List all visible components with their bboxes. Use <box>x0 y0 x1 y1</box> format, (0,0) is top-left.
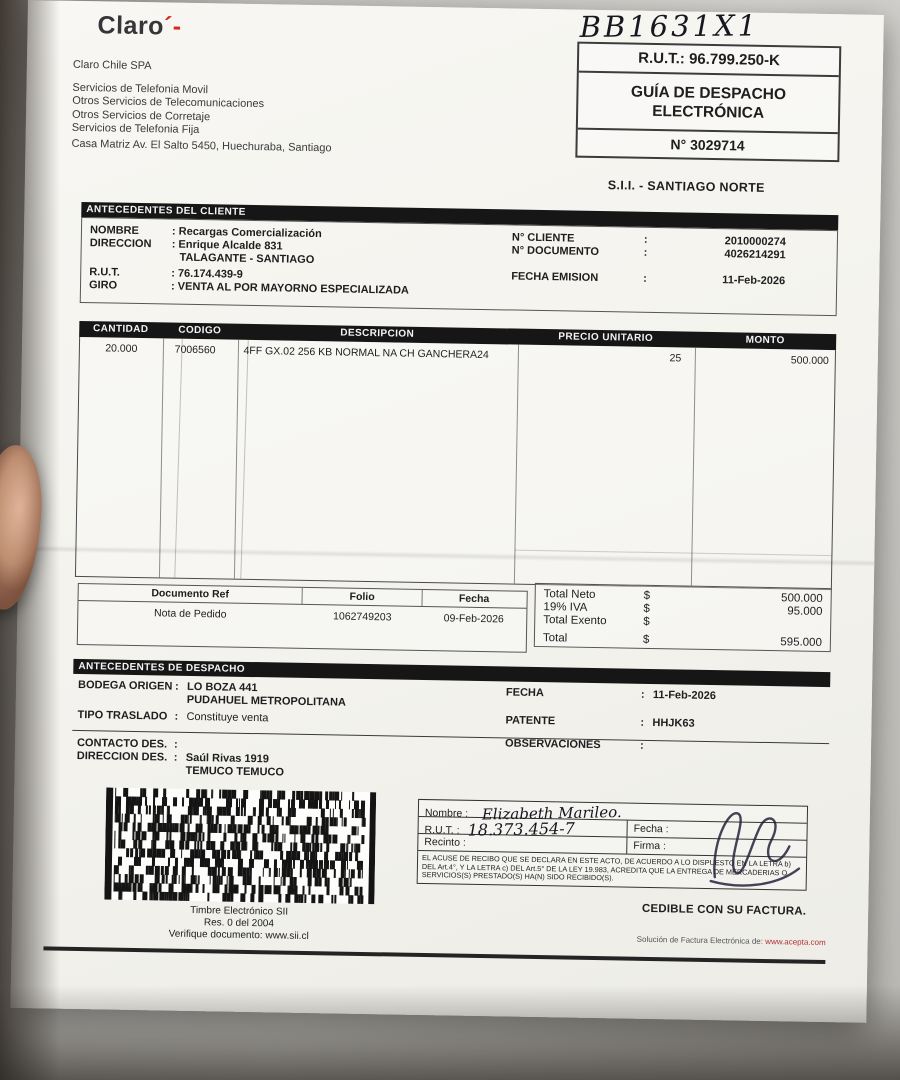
document-number: N° 3029714 <box>577 128 837 161</box>
issue-date-value: 11-Feb-2026 <box>722 274 786 288</box>
currency-sign: $ <box>643 589 651 602</box>
client-address-value2: TALAGANTE - SANTIAGO <box>179 251 315 267</box>
despacho-right-column: FECHA : 11-Feb-2026 PATENTE : HHJK63 OBSERVACIONES : <box>504 686 717 752</box>
col-codigo: CODIGO <box>178 324 222 337</box>
sii-office: S.I.I. - SANTIAGO NORTE <box>607 178 765 195</box>
handwritten-code: BB1631X1 <box>579 8 760 44</box>
receipt-acknowledgment-box <box>417 799 808 891</box>
client-right-column: N° CLIENTE : 2010000274 N° DOCUMENTO : 4026214291 FECHA EMISION : 11-Feb-2026 <box>511 231 812 288</box>
item-monto: 500.000 <box>790 354 829 368</box>
timbre-line2: Res. 0 del 2004 <box>203 917 275 930</box>
client-number-value: 2010000274 <box>724 235 786 249</box>
reference-table <box>77 583 528 653</box>
total-exento-row: Total Exento $ <box>535 614 830 632</box>
client-rut-value: : 76.174.439-9 <box>171 267 243 281</box>
direccion-des-label: DIRECCION DES. <box>76 749 168 764</box>
despacho-section-header: ANTECEDENTES DE DESPACHO <box>73 659 830 687</box>
total-exento-value <box>665 616 822 631</box>
document-number-label: N° DOCUMENTO <box>511 244 600 259</box>
company-line: Otros Servicios de Telecomunicaciones <box>72 94 265 111</box>
footer-prefix: Solución de Factura Electrónica de: <box>636 934 766 947</box>
footer-provider <box>482 932 826 947</box>
client-name-label: NOMBRE <box>89 224 139 237</box>
client-number-label: N° CLIENTE <box>511 231 575 245</box>
cedible-note: CEDIBLE CON SU FACTURA. <box>641 902 807 918</box>
timbre-line3: Verifique documento: www.sii.cl <box>168 928 309 943</box>
col-cantidad: CANTIDAD <box>92 323 149 336</box>
issue-date-label: FECHA EMISION <box>511 270 599 284</box>
currency-sign: $ <box>643 602 650 615</box>
client-giro-value: : VENTA AL POR MAYORNO ESPECIALIZADA <box>170 280 410 297</box>
receipt-rut-label: R.U.T. : <box>424 824 460 837</box>
client-info-box <box>80 217 838 316</box>
item-precio-unitario: 25 <box>669 352 682 365</box>
item-codigo: 7006560 <box>174 343 216 357</box>
receipt-name-label: Nombre : <box>424 807 469 820</box>
ref-col-documento: Documento Ref <box>79 584 303 604</box>
currency-sign: $ <box>642 633 650 646</box>
client-address-label: DIRECCION <box>89 237 152 251</box>
claro-logo-accent: ´- <box>163 12 182 41</box>
item-cantidad: 20.000 <box>105 342 138 355</box>
client-rut-label: R.U.T. <box>89 266 120 279</box>
paper-crease <box>174 339 183 578</box>
direccion-des-value2: TEMUCO TEMUCO <box>185 764 285 779</box>
contacto-label: CONTACTO DES. <box>76 736 168 751</box>
company-line: Otros Servicios de Corretaje <box>71 108 211 123</box>
bodega-label: BODEGA ORIGEN <box>77 678 173 693</box>
bodega-value2: PUDAHUEL METROPOLITANA <box>186 693 346 709</box>
fiscal-id-box <box>575 42 841 163</box>
fecha-label: FECHA <box>505 686 544 700</box>
handwritten-signature <box>701 797 813 894</box>
iva-value: 95.000 <box>787 605 823 618</box>
paper-crease <box>240 340 249 579</box>
patente-value: HHJK63 <box>652 717 695 730</box>
client-section-header: ANTECEDENTES DEL CLIENTE <box>81 202 838 230</box>
receipt-firma-label: Firma : <box>626 838 806 857</box>
ref-fecha: 09-Feb-2026 <box>443 612 504 626</box>
tipo-traslado-value: Constituye venta <box>186 710 269 725</box>
timbre-caption <box>104 903 375 944</box>
dispatch-guide-document <box>10 0 883 1023</box>
ref-col-fecha: Fecha <box>458 592 490 606</box>
bottom-rule <box>43 946 825 964</box>
issuer-rut: R.U.T.: 96.799.250-K <box>579 44 839 78</box>
total-value: 595.000 <box>780 636 823 649</box>
client-name-value: : Recargas Comercialización <box>171 225 322 241</box>
pdf417-barcode <box>104 787 376 904</box>
col-descripcion: DESCRIPCION <box>340 327 415 340</box>
item-descripcion: 4FF GX.02 256 KB NORMAL NA CH GANCHERA24 <box>243 344 489 362</box>
ref-documento: Nota de Pedido <box>154 607 227 621</box>
total-row: Total $ 595.000 <box>542 632 823 649</box>
client-giro-label: GIRO <box>88 279 118 292</box>
legal-text: EL ACUSE DE RECIBO QUE SE DECLARA EN ESTE ACTO, DE ACUERDO A LO DISPUESTO EN LA LETRA b) DEL Art.4°, Y LA LETRA c) DEL Art.5° DE LA LEY 19.983, ACREDITA QUE LA ENTREGA DE MERCADERIAS O SERVICIOS(S) PRESTADO(S) HA(N) SIDO RECIBIDO(S). <box>421 853 792 883</box>
ref-col-folio: Folio <box>303 588 423 606</box>
observaciones-label: OBSERVACIONES <box>504 737 601 752</box>
tipo-traslado-label: TIPO TRASLADO <box>77 708 168 723</box>
client-address-value: : Enrique Alcalde 831 <box>171 238 283 253</box>
document-type-title: GUÍA DE DESPACHO ELECTRÓNICA <box>630 83 787 122</box>
claro-logo-text: Claro <box>97 11 165 41</box>
company-info <box>71 59 333 156</box>
patente-label: PATENTE <box>505 714 556 728</box>
receipt-fecha-label: Fecha : <box>626 821 806 840</box>
fecha-value: 11-Feb-2026 <box>652 689 717 703</box>
totals-box <box>534 583 832 652</box>
company-name: Claro Chile SPA <box>72 58 152 73</box>
timbre-line1: Timbre Electrónico SII <box>190 904 289 918</box>
company-address: Casa Matriz Av. El Salto 5450, Huechuraba, Santiago <box>71 137 332 154</box>
footer-link: www.acepta.com <box>765 937 826 948</box>
despacho-info: BODEGA ORIGEN : LO BOZA 441 PUDAHUEL METROPOLITANA TIPO TRASLADO : Constituye venta CONTACTO DES. : DIRECCION DES. : Saúl Rivas 1919 TEMUCO TEMUCO FECHA : 11-Feb-2026 PATENTE : HHJK63 OBSERVACIONES : <box>71 679 830 789</box>
company-line: Servicios de Telefonia Movil <box>72 81 209 96</box>
ref-folio: 1062749203 <box>332 610 392 624</box>
col-precio-unitario: PRECIO UNITARIO <box>558 331 654 344</box>
client-left-column <box>89 224 410 298</box>
total-neto-row: Total Neto $ 500.000 <box>543 588 823 605</box>
direccion-des-value: Saúl Rivas 1919 <box>185 751 270 766</box>
company-line: Servicios de Telefonia Fija <box>71 121 200 137</box>
receipt-recinto-label: Recinto : <box>424 836 466 849</box>
col-monto: MONTO <box>745 334 785 347</box>
claro-logo <box>97 11 182 41</box>
bodega-value: LO BOZA 441 <box>186 680 258 695</box>
document-number-value: 4026214291 <box>724 248 786 262</box>
handwritten-receiver-rut: 18.373.454-7 <box>467 818 575 840</box>
iva-row: 19% IVA $ 95.000 <box>543 601 823 618</box>
handwritten-receiver-name: Elizabeth Marileo. <box>481 803 623 824</box>
total-neto-value: 500.000 <box>780 592 823 605</box>
currency-sign: $ <box>643 615 650 628</box>
